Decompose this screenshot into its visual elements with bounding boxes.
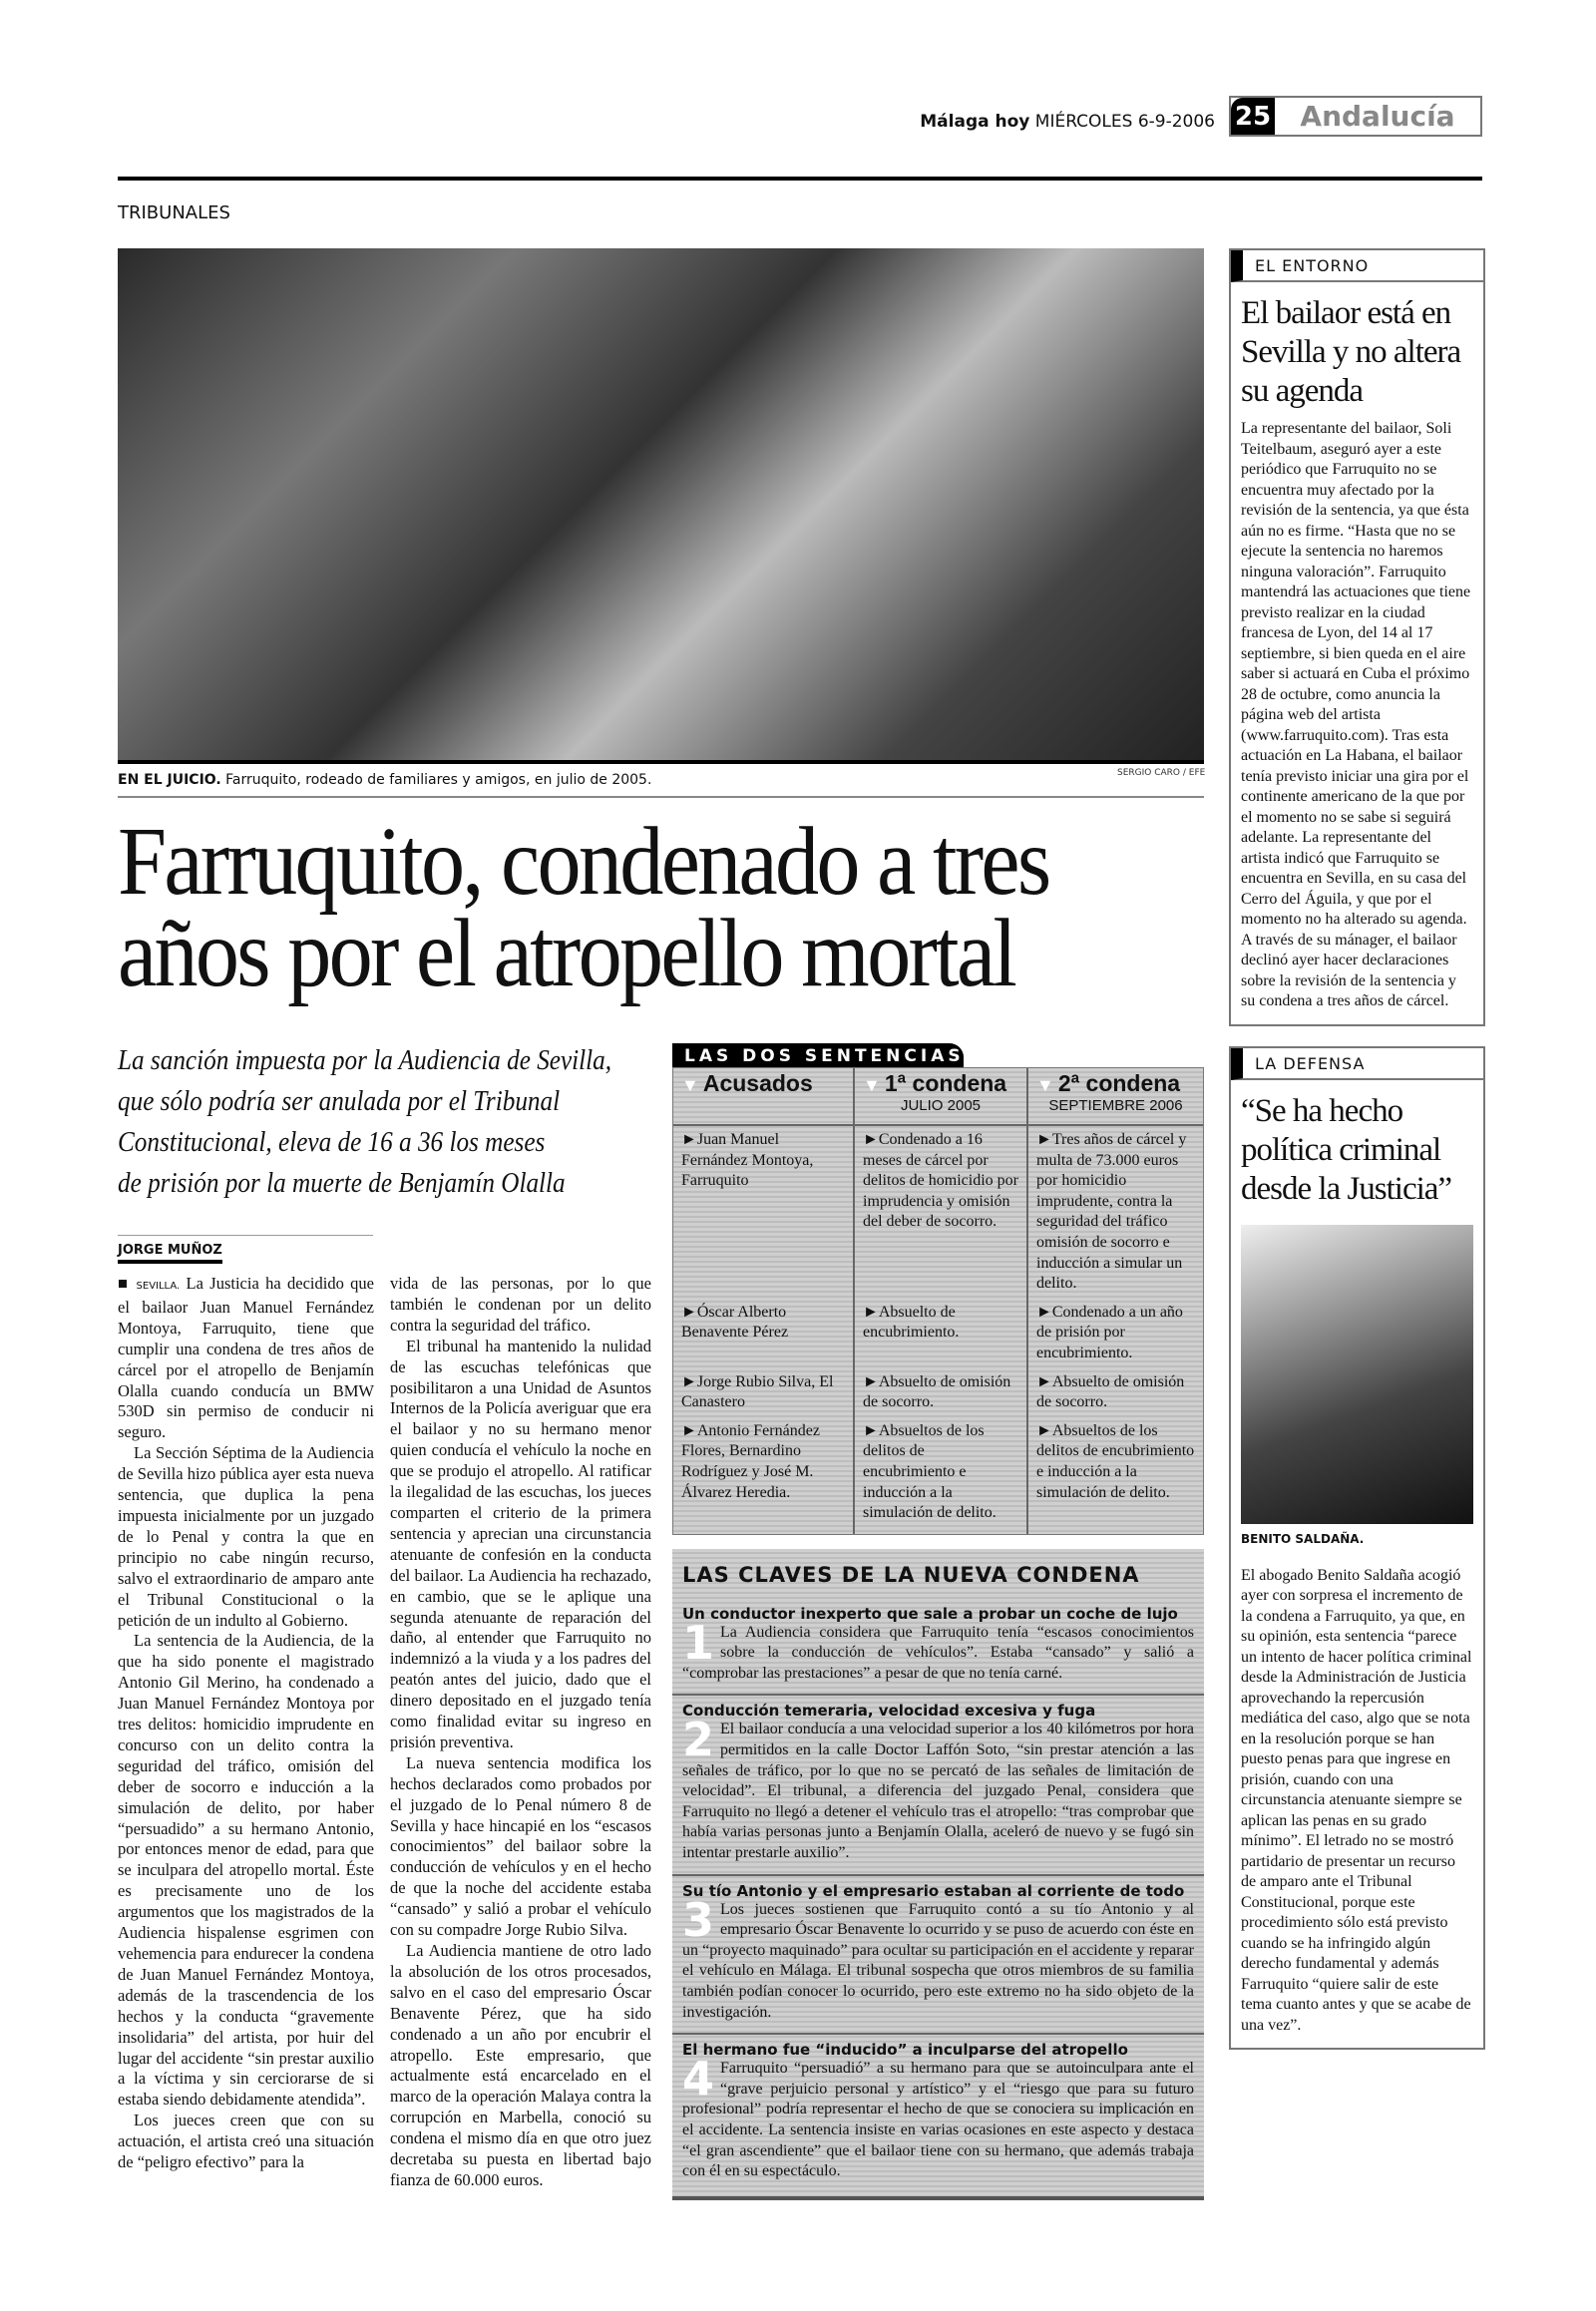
headline-line: años por el atropello mortal — [118, 900, 1015, 1007]
table-cell: ►Absuelto de omisión de socorro. — [855, 1368, 1028, 1417]
byline: JORGE MUÑOZ — [118, 1243, 222, 1264]
table-header — [1028, 1068, 1203, 1124]
table-header — [855, 1068, 1028, 1124]
column-subtitle: SEPTIEMBRE 2006 — [1048, 1097, 1183, 1114]
table-cell: ►Juan Manuel Fernández Montoya, Farruquito — [673, 1126, 855, 1299]
key-point-number: 3 — [682, 1892, 715, 1947]
key-points-list — [672, 1599, 1204, 2192]
paragraph: La nueva sentencia modifica los hechos declarados como probados por el juzgado de lo Penal número 8 de Sevilla y hace hincapié en los “escasos conocimientos” del bailaor sobre la conducción de vehículos y en el hecho de que la noche del accidente estaba “cansado” y salió a probar el vehículo con su compadre Jorge Rubio Silva. — [390, 1752, 651, 1940]
sidebar-label: LA DEFENSA — [1231, 1048, 1483, 1080]
paper-name: Málaga hoy — [920, 112, 1030, 132]
key-point — [672, 1876, 1204, 2036]
key-points-title: LAS CLAVES DE LA NUEVA CONDENA — [682, 1562, 1140, 1587]
headline — [118, 808, 1049, 1007]
article-column-2 — [390, 1274, 651, 2191]
square-bullet-icon: ■ — [118, 1274, 131, 1293]
page-number: 25 — [1231, 98, 1275, 135]
table-cell: ►Condenado a 16 meses de cárcel por delitos de homicidio por imprudencia y omisión del deber de socorro. — [855, 1126, 1028, 1299]
paragraph: Los jueces creen que con su actuación, el artista creó una situación de “peligro efectivo” para la — [118, 2111, 374, 2172]
page-header-box — [1229, 96, 1482, 137]
subhead-line: La sanción impuesta por la Audiencia de Sevilla, — [118, 1045, 612, 1076]
caption-lead: EN EL JUICIO. — [118, 772, 221, 788]
sidebar-entorno — [1229, 248, 1485, 1026]
paragraph: La sentencia de la Audiencia, de la que ha sido ponente el magistrado Antonio Gil Merino, ha condenado a Juan Manuel Fernández Montoya por tres delitos: homicidio imprudente en concurso con un delito contra la seguridad del tráfico, omisión del deber de socorro e inducción a la simulación de delito, por haber “persuadido” a su hermano Antonio, por entonces menor de edad, para que se inculpara del atropello mortal. Éste es precisamente uno de los argumentos que los magistrados de la Audiencia hispalense esgrimen con vehemencia para endurecer la condena de Juan Manuel Fernández Montoya, además de la trascendencia de los hechos y la conducta “gravemente insolidaria” del artista, por huir del lugar del accidente “sin prestar auxilio a la víctima y sin cerciorarse de si estaba siendo debidamente atendida”. — [118, 1631, 374, 2110]
paragraph: La Audiencia mantiene de otro lado la absolución de los otros procesados, salvo en el caso del empresario Óscar Benavente Pérez, que ha sido condenado a un año por encubrir el atropello. Este empresario, que actualmente está encarcelado en el marco de la operación Malaya contra la corrupción en Marbella, conoció su condena el mismo día en que otro juez decretaba su puesta en libertad bajo fianza de 60.000 euros. — [390, 1941, 651, 2189]
key-points-box — [672, 1549, 1204, 2200]
table-cell: ►Absueltos de los delitos de encubrimiento e inducción a la simulación de delito. — [1036, 1421, 1195, 1501]
table-cell: ►Absueltos de los delitos de encubrimiento e inducción a la simulación de delito. — [855, 1417, 1028, 1534]
chevron-down-icon: ▼ — [863, 1075, 881, 1095]
paragraph: El tribunal ha mantenido la nulidad de las escuchas telefónicas que posibilitaron a una Unidad de Asuntos Internos de la Policía averiguar que era el bailaor y no su hermano menor quien conducía el vehículo la noche en que se produjo el atropello. Al ratificar la ilegalidad de las escuchas, los jueces comparten el criterio de la primera sentencia y aprecian una circunstancia atenuante de confesión en la conducta del bailaor. La Audiencia ha rechazado, en cambio, que se le aplique una segunda atenuante de reparación del daño, al entender que Farruquito no indemnizó a la viuda y a los padres del peatón antes del juicio, dado que el dinero depositado en el juzgado tenía como finalidad evitar su ingreso en prisión preventiva. — [390, 1336, 651, 1751]
key-point-body: Farruquito “persuadió” a su hermano para que se autoinculpara ante el “grave perjuicio personal y artístico” y el “riesgo que para su futuro profesional” podría representar el hecho de que se conociera su implicación en el accidente. La sentencia insiste en varias ocasiones en este aspecto y destaca “el gran ascendiente” que el bailaor tiene con su hermano, que además trabaja con él en su espectáculo. — [682, 2060, 1194, 2180]
masthead — [920, 112, 1215, 132]
table-cell: ►Condenado a un año de prisión por encubrimiento. — [1036, 1303, 1183, 1361]
table-row — [673, 1126, 1203, 1299]
section-name: Andalucía — [1300, 100, 1455, 133]
key-point-title: Conducción temeraria, velocidad excesiva y fuga — [682, 1702, 1096, 1721]
table-row — [673, 1417, 1203, 1534]
key-point-title: Un conductor inexperto que sale a probar un coche de lujo — [682, 1604, 1178, 1623]
table-row — [673, 1368, 1203, 1417]
location-kicker: SEVILLA. — [136, 1281, 181, 1292]
chevron-down-icon: ▼ — [681, 1075, 699, 1095]
table-row — [673, 1299, 1203, 1368]
sidebar-headline: “Se ha hecho política criminal desde la Justicia” — [1241, 1092, 1452, 1207]
key-point — [672, 1599, 1204, 1697]
column-title: 2ª condena — [1057, 1070, 1181, 1096]
lawyer-photo — [1241, 1225, 1473, 1524]
main-photo — [118, 248, 1204, 764]
key-point-body: La Audiencia considera que Farruquito tenía “escasos conocimientos sobre la conducción de vehículos”. Estaba “cansado” y salió a “comprobar las prestaciones” a pesar de que no tenía carné. — [682, 1623, 1194, 1682]
table-cell: ►Absuelto de encubrimiento. — [855, 1299, 1028, 1368]
table-cell: ►Tres años de cárcel y multa de 73.000 euros por homicidio imprudente, contra la seguridad del tráfico omisión de socorro e inducción a simular un delito. — [1036, 1131, 1187, 1293]
sidebar-defensa — [1229, 1046, 1485, 2051]
paragraph: ■ SEVILLA. La Justicia ha decidido que el bailaor Juan Manuel Fernández Montoya, Farruquito, tiene que cumplir una condena de tres años de cárcel por el atropello de Benjamín Olalla cuando conducía un BMW 530D sin permiso de conducir ni seguro. — [118, 1274, 375, 1442]
subhead-line: Constitucional, eleva de 16 a 36 los meses — [118, 1127, 546, 1158]
sidebar-column — [1229, 248, 1485, 2050]
column-title: Acusados — [702, 1070, 813, 1096]
article-column-1 — [118, 1274, 374, 2173]
headline-line: Farruquito, condenado a tres — [118, 808, 1049, 916]
key-point-title: El hermano fue “inducido” a inculparse del atropello — [682, 2041, 1128, 2060]
subheadline — [118, 1040, 611, 1204]
subhead-line: que sólo podría ser anulada por el Tribunal — [118, 1086, 561, 1117]
table-cell: ►Jorge Rubio Silva, El Canastero — [673, 1368, 855, 1417]
issue-date: MIÉRCOLES 6-9-2006 — [1034, 112, 1215, 132]
sidebar-body: La representante del bailaor, Soli Teitelbaum, aseguró ayer a este periódico que Farruquito no se encuentra muy afectado por la revisión de la sentencia, ya que ésta aún no es firme. “Hasta que no se ejecute la sentencia no haremos ninguna valoración”. Farruquito mantendrá las actuaciones que tiene previsto realizar en la ciudad francesa de Lyon, del 14 al 17 septiembre, si bien queda en el aire saber si actuará en Cuba el próximo 28 de octubre, como anuncia la página web del artista (www.farruquito.com). Tras esta actuación en La Habana, el bailaor tenía previsto iniciar una gira por el continente americano de la que por el momento no se sabe si seguirá adelante. La representante del artista indicó que Farruquito se encuentra en Sevilla, en su casa del Cerro del Águila, y que por el momento no ha alterado su agenda. A través de su mánager, el bailaor declinó ayer hacer declaraciones sobre la revisión de la sentencia y su condena a tres años de cárcel. — [1241, 420, 1471, 1009]
table-header-row — [673, 1068, 1203, 1126]
key-point-body: El bailaor conducía a una velocidad superior a los 40 kilómetros por hora permitidos en la calle Doctor Laffón Soto, “sin prestar atención a las señales de tráfico, por lo que no se percató de las señales de limitación de velocidad”. El tribunal, a diferencia del juzgado Penal, considera que Farruquito no llegó a detener el vehículo tras el atropello: “tras comprobar que había varias personas junto a Benjamín Olalla, aceleró de nuevo y se fugó sin intentar prestarle auxilio”. — [682, 1721, 1194, 1862]
key-point-title: Su tío Antonio y el empresario estaban al corriente de todo — [682, 1881, 1185, 1900]
header-rule — [118, 177, 1482, 181]
key-point — [672, 1696, 1204, 1875]
caption-rule — [118, 796, 1204, 798]
infobox-column — [672, 1043, 1204, 2200]
table-cell: ►Óscar Alberto Benavente Pérez — [673, 1299, 855, 1368]
column-subtitle: JULIO 2005 — [900, 1097, 982, 1114]
caption-text: Farruquito, rodeado de familiares y amigos, en julio de 2005. — [225, 772, 652, 788]
photo-credit: SERGIO CARO / EFE — [1117, 768, 1206, 778]
table-header — [673, 1068, 855, 1124]
sidebar-label: EL ENTORNO — [1231, 250, 1483, 282]
sidebar-body: El abogado Benito Saldaña acogió ayer con sorpresa el incremento de la condena a Farruquito, ya que, en su opinión, esta sentencia “parece un intento de hacer política criminal desde la Administración de Justicia aprovechando la repercusión mediática del caso, algo que se nota en la resolución porque se han puesto penas para que ingrese en prisión, cuando con una circunstancia atenuante siempre se aplican las penas en su grado mínimo”. El letrado no se mostró partidario de presentar un recurso de amparo ante el Tribunal Constitucional, porque este procedimiento sólo está previsto cuando se ha infringido algún derecho fundamental y además Farruquito “quiere salir de este tema cuanto antes y que se acabe de una vez”. — [1241, 1566, 1472, 2034]
table-cell: ►Absuelto de omisión de socorro. — [1036, 1372, 1185, 1411]
key-point — [672, 2035, 1204, 2192]
column-title: 1ª condena — [884, 1070, 1007, 1096]
key-point-number: 4 — [682, 2052, 715, 2107]
sidebar-headline: El bailaor está en Sevilla y no altera su agenda — [1241, 295, 1461, 409]
subsection-label: TRIBUNALES — [118, 202, 230, 223]
table-cell: ►Antonio Fernández Flores, Bernardino Rodríguez y José M. Álvarez Heredia. — [673, 1417, 855, 1534]
key-point-number: 2 — [682, 1713, 715, 1767]
subhead-line: de prisión por la muerte de Benjamín Olalla — [118, 1168, 566, 1199]
sentences-table — [672, 1067, 1204, 1535]
byline-rule — [118, 1235, 373, 1236]
photo-caption: BENITO SALDAÑA. — [1241, 1531, 1365, 1546]
key-point-body: Los jueces sostienen que Farruquito contó a su tío Antonio y al empresario Óscar Benavente lo ocurrido y se puso de acuerdo con éste en un “proyecto maquinado” para ocultar su participación en el accidente y reparar el vehículo en Málaga. El tribunal sospecha que otros miembros de su familia también podían conocer lo ocurrido, pero este extremo no ha sido objeto de la investigación. — [682, 1900, 1194, 2021]
photo-caption — [118, 772, 651, 788]
sentences-table-title: LAS DOS SENTENCIAS — [672, 1043, 964, 1067]
chevron-down-icon: ▼ — [1036, 1075, 1054, 1095]
paragraph: vida de las personas, por lo que también le condenan por un delito contra la seguridad del tráfico. — [390, 1274, 651, 1335]
paragraph: La Sección Séptima de la Audiencia de Sevilla hizo pública ayer esta nueva sentencia, que duplica la pena impuesta inicialmente por un juzgado de lo Penal y contra la que en principio no cabe ningún recurso, salvo el extraordinario de amparo ante el Tribunal Constitucional o la petición de un indulto al Gobierno. — [118, 1443, 374, 1630]
key-point-number: 1 — [682, 1615, 715, 1670]
